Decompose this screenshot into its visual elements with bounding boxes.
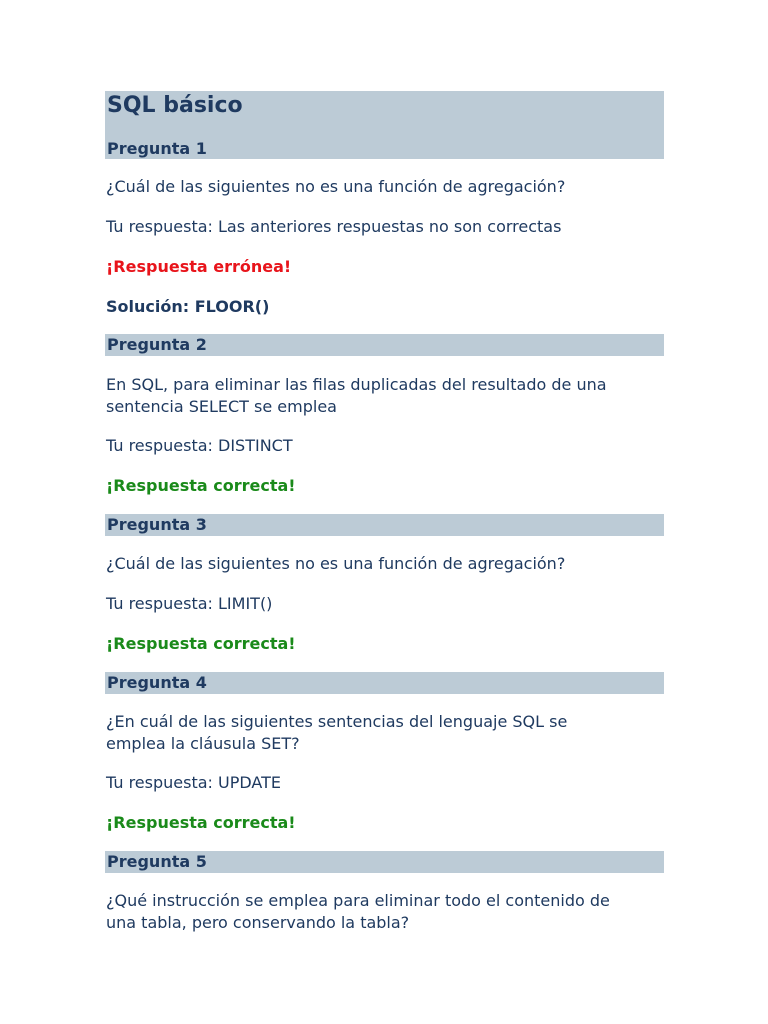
question-1-result: ¡Respuesta errónea! [106,257,292,276]
question-3-header: Pregunta 3 [107,515,207,534]
quiz-document [105,91,664,934]
question-5-text-line1: ¿Qué instrucción se emplea para eliminar todo el contenido de [106,891,610,910]
question-1-header: Pregunta 1 [107,139,207,158]
page-title: SQL básico [107,93,243,118]
question-2-answer: Tu respuesta: DISTINCT [106,436,293,455]
question-2-text-line1: En SQL, para eliminar las filas duplicadas del resultado de una [106,375,607,394]
question-4-result: ¡Respuesta correcta! [106,813,296,832]
question-4-text-line2: emplea la cláusula SET? [106,734,300,753]
question-2-text-line2: sentencia SELECT se emplea [106,397,337,416]
question-1-answer: Tu respuesta: Las anteriores respuestas no son correctas [106,217,562,236]
question-4-answer: Tu respuesta: UPDATE [106,773,281,792]
title-block [105,91,664,159]
question-1-text: ¿Cuál de las siguientes no es una función de agregación? [106,177,566,196]
question-2-result: ¡Respuesta correcta! [106,476,296,495]
question-4-header-bar [105,672,664,694]
question-3-header-bar [105,514,664,536]
question-1-solution: Solución: FLOOR() [106,297,270,316]
question-2-header-bar [105,334,664,356]
question-5-text-line2: una tabla, pero conservando la tabla? [106,913,410,932]
question-4-text-line1: ¿En cuál de las siguientes sentencias del lenguaje SQL se [106,712,568,731]
question-2-header: Pregunta 2 [107,335,207,354]
question-5-header: Pregunta 5 [107,852,207,871]
question-4-header: Pregunta 4 [107,673,207,692]
question-3-answer: Tu respuesta: LIMIT() [106,594,273,613]
question-3-result: ¡Respuesta correcta! [106,634,296,653]
question-3-text: ¿Cuál de las siguientes no es una función de agregación? [106,554,566,573]
question-5-header-bar [105,851,664,873]
